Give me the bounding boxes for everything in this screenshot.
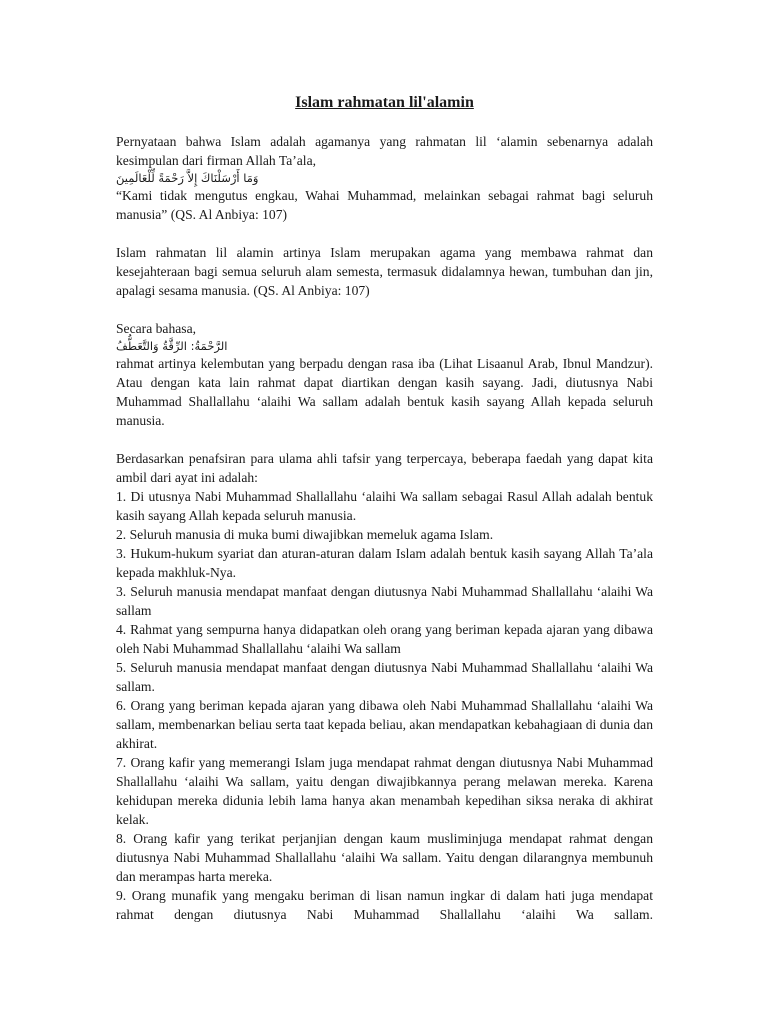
paragraph-meaning: Islam rahmatan lil alamin artinya Islam merupakan agama yang membawa rahmat dan kesejahteraan bagi semua seluruh alam semesta, termasuk didalamnya hewan, tumbuhan dan jin, apalagi sesama manusia. (QS. Al Anbiya: 107) [116, 245, 653, 298]
list-item: 7. Orang kafir yang memerangi Islam juga mendapat rahmat dengan diutusnya Nabi Muhammad Shallallahu ‘alaihi Wa sallam, yaitu dengan diwajibkannya perang melawan mereka. Karena kehidupan mereka didunia lebih lama hanya akan menambah kepedihan siksa neraka di akhirat kelak. [116, 755, 653, 827]
verse-translation: “Kami tidak mengutus engkau, Wahai Muhammad, melainkan sebagai rahmat bagi seluruh manusia” (QS. Al Anbiya: 107) [116, 188, 653, 222]
paragraph-intro: Pernyataan bahwa Islam adalah agamanya yang rahmatan lil ‘alamin sebenarnya adalah kesimpulan dari firman Allah Ta’ala, [116, 134, 653, 168]
list-item: 1. Di utusnya Nabi Muhammad Shallallahu ‘alaihi Wa sallam sebagai Rasul Allah adalah bentuk kasih sayang Allah kepada seluruh manusia. [116, 489, 653, 523]
list-item: 3. Seluruh manusia mendapat manfaat dengan diutusnya Nabi Muhammad Shallallahu ‘alaihi Wa sallam [116, 584, 653, 618]
list-item: 5. Seluruh manusia mendapat manfaat dengan diutusnya Nabi Muhammad Shallallahu ‘alaihi Wa sallam. [116, 660, 653, 694]
list-item: 6. Orang yang beriman kepada ajaran yang dibawa oleh Nabi Muhammad Shallallahu ‘alaihi Wa sallam, membenarkan beliau serta taat kepada beliau, akan mendapatkan kebahagiaan di dunia dan akhirat. [116, 698, 653, 751]
paragraph-benefits-intro: Berdasarkan penafsiran para ulama ahli tafsir yang terpercaya, beberapa faedah yang dapat kita ambil dari ayat ini adalah: [116, 451, 653, 485]
list-item: 4. Rahmat yang sempurna hanya didapatkan oleh orang yang beriman kepada ajaran yang dibawa oleh Nabi Muhammad Shallallahu ‘alaihi Wa sallam [116, 622, 653, 656]
list-item: 9. Orang munafik yang mengaku beriman di lisan namun ingkar di dalam hati juga mendapat rahmat dengan diutusnya Nabi Muhammad Shallallahu ‘alaihi Wa sallam. [116, 888, 653, 922]
list-item: 2. Seluruh manusia di muka bumi diwajibkan memeluk agama Islam. [116, 527, 494, 542]
arabic-verse: وَمَا أَرْسَلْنَاكَ إِلاَّ رَحْمَةً لِّلْعَالَمِينَ [116, 171, 259, 185]
language-label: Secara bahasa, [116, 321, 197, 336]
document-title: Islam rahmatan lil'alamin [295, 94, 474, 111]
list-item: 3. Hukum-hukum syariat dan aturan-aturan dalam Islam adalah bentuk kasih sayang Allah Ta’ala kepada makhluk-Nya. [116, 546, 653, 580]
paragraph-definition: rahmat artinya kelembutan yang berpadu dengan rasa iba (Lihat Lisaanul Arab, Ibnul Mandzur). Atau dengan kata lain rahmat dapat diartikan dengan kasih sayang. Jadi, diutusnya Nabi Muhammad Shallallahu ‘alaihi Wa sallam adalah bentuk kasih sayang Allah kepada seluruh manusia. [116, 356, 653, 428]
arabic-definition: الرَّحْمَةُ: الرِّقَّةُ وَالتَّعَطُّفُ [116, 339, 228, 353]
list-item: 8. Orang kafir yang terikat perjanjian dengan kaum musliminjuga mendapat rahmat dengan diutusnya Nabi Muhammad Shallallahu ‘alaihi Wa sallam. Yaitu dengan dilarangnya membunuh dan merampas harta mereka. [116, 831, 653, 884]
document-page [116, 92, 653, 924]
